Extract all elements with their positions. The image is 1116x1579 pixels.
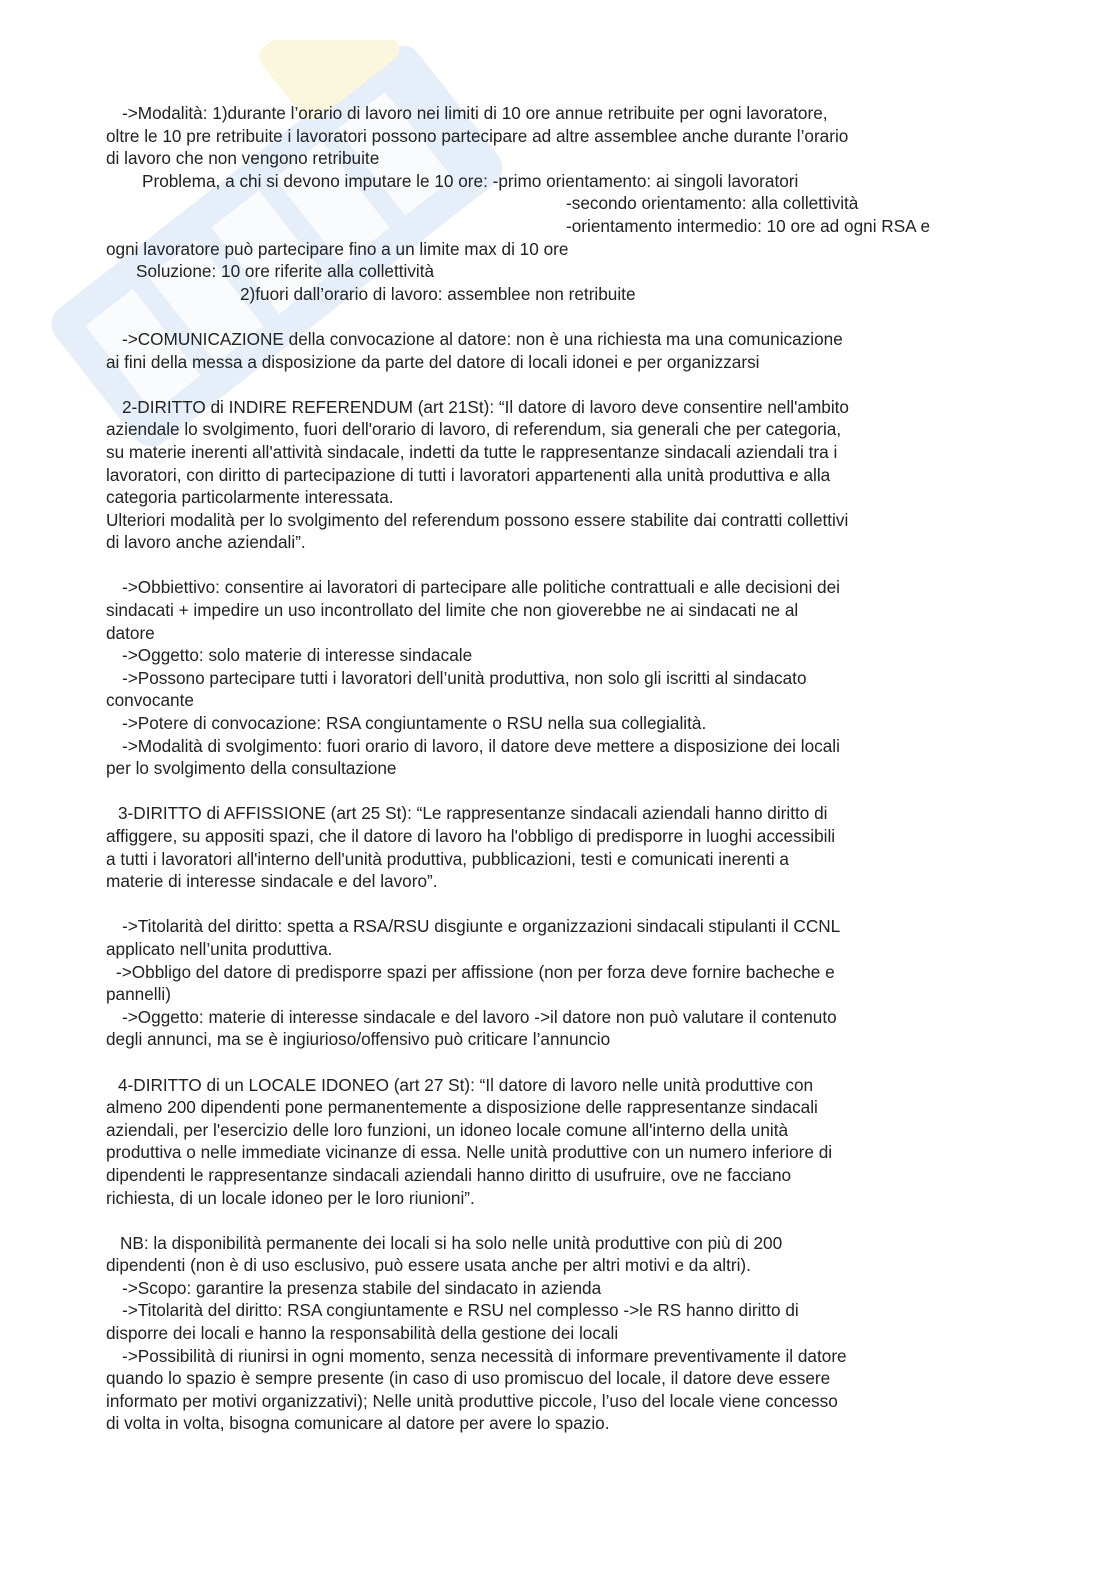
text-line: ogni lavoratore può partecipare fino a un limite max di 10 ore (106, 238, 569, 259)
text-line: categoria particolarmente interessata. (106, 487, 394, 508)
text-line: ->Oggetto: materie di interesse sindacale e del lavoro ->il datore non può valutare il contenuto (122, 1006, 837, 1027)
text-line: oltre le 10 pre retribuite i lavoratori possono partecipare ad altre assemblee anche durante l’orario (106, 125, 849, 146)
text-line: per lo svolgimento della consultazione (106, 758, 397, 779)
text-line: quando lo spazio è sempre presente (in caso di uso promiscuo del locale, il datore deve essere (106, 1368, 831, 1389)
text-line: ->COMUNICAZIONE della convocazione al datore: non è una richiesta ma una comunicazione (122, 328, 843, 349)
text-line: almeno 200 dipendenti pone permanentemente a disposizione delle rappresentanze sindacali (106, 1097, 818, 1118)
paragraph-gap (106, 780, 1016, 803)
text-line: Problema, a chi si devono imputare le 10 ore: -primo orientamento: ai singoli lavoratori (142, 170, 799, 191)
text-line: aziendali, per l'esercizio delle loro funzioni, un idoneo locale comune all'interno della unità (106, 1119, 789, 1140)
paragraph-gap (106, 305, 1016, 328)
section-heading-locale-idoneo: 4-DIRITTO di un LOCALE IDONEO (art 27 St): “Il datore di lavoro nelle unità produttive con (118, 1074, 814, 1095)
text-line: pannelli) (106, 984, 171, 1005)
text-line: ->Scopo: garantire la presenza stabile del sindacato in azienda (122, 1277, 602, 1298)
text-line: lavoratori, con diritto di partecipazione di tutti i lavoratori appartenenti alla unità produttiva e alla (106, 464, 831, 485)
text-line: convocante (106, 690, 194, 711)
section-heading-affissione: 3-DIRITTO di AFFISSIONE (art 25 St): “Le rappresentanze sindacali aziendali hanno diritto di (118, 803, 828, 824)
text-line: ->Obbiettivo: consentire ai lavoratori di partecipare alle politiche contrattuali e alle decisioni dei (122, 577, 840, 598)
paragraph-gap (106, 1051, 1016, 1074)
text-line: ->Oggetto: solo materie di interesse sindacale (122, 645, 473, 666)
text-line: produttiva o nelle immediate vicinanze di essa. Nelle unità produttive con un numero inferiore di (106, 1142, 833, 1163)
text-line: di lavoro che non vengono retribuite (106, 148, 380, 169)
text-line: ->Titolarità del diritto: RSA congiuntamente e RSU nel complesso ->le RS hanno diritto di (122, 1300, 799, 1321)
text-line: -secondo orientamento: alla collettività (566, 193, 859, 214)
text-line: ->Potere di convocazione: RSA congiuntamente o RSU nella sua collegialità. (122, 713, 707, 734)
text-line: NB: la disponibilità permanente dei locali si ha solo nelle unità produttive con più di 200 (120, 1232, 783, 1253)
text-line: richiesta, di un locale idoneo per le loro riunioni”. (106, 1187, 475, 1208)
text-line: dipendenti (non è di uso esclusivo, può essere usata anche per altri motivi e da altri). (106, 1255, 751, 1276)
text-line: -orientamento intermedio: 10 ore ad ogni RSA e (566, 215, 931, 236)
text-line: datore (106, 622, 155, 643)
text-line: a tutti i lavoratori all'interno dell'unità produttiva, pubblicazioni, testi e comunicati inerenti a (106, 848, 789, 869)
text-line: dipendenti le rappresentanze sindacali aziendali hanno diritto di usufruire, ove ne facciano (106, 1164, 792, 1185)
paragraph-gap (106, 373, 1016, 396)
text-line: ->Modalità: 1)durante l’orario di lavoro nei limiti di 10 ore annue retribuite per ogni lavoratore, (122, 103, 828, 123)
text-line: materie di interesse sindacale e del lavoro”. (106, 871, 438, 892)
text-line: di lavoro anche aziendali”. (106, 532, 306, 553)
text-line: applicato nell’unita produttiva. (106, 938, 333, 959)
text-line: ai fini della messa a disposizione da parte del datore di locali idonei e per organizzarsi (106, 351, 760, 372)
paragraph-gap (106, 554, 1016, 577)
text-line: aziendale lo svolgimento, fuori dell'orario di lavoro, di referendum, sia generali che per categoria, (106, 419, 842, 440)
text-line: ->Obbligo del datore di predisporre spazi per affissione (non per forza deve fornire bacheche e (116, 961, 835, 982)
paragraph-gap (106, 893, 1016, 916)
text-line: di volta in volta, bisogna comunicare al datore per avere lo spazio. (106, 1413, 610, 1434)
text-line: ->Titolarità del diritto: spetta a RSA/RSU disgiunte e organizzazioni sindacali stipulanti il CCNL (122, 916, 841, 937)
paragraph-gap (106, 1209, 1016, 1232)
text-line: ->Possono partecipare tutti i lavoratori dell’unità produttiva, non solo gli iscritti al sindacato (122, 667, 807, 688)
text-line: disporre dei locali e hanno la responsabilità della gestione dei locali (106, 1323, 619, 1344)
text-line: ->Modalità di svolgimento: fuori orario di lavoro, il datore deve mettere a disposizione dei locali (122, 735, 840, 756)
text-line: ->Possibilità di riunirsi in ogni momento, senza necessità di informare preventivamente il datore (122, 1345, 847, 1366)
text-line: sindacati + impedire un uso incontrollato del limite che non gioverebbe ne ai sindacati ne al (106, 600, 799, 621)
text-line: su materie inerenti all'attività sindacale, indetti da tutte le rappresentanze sindacali aziendali tra i (106, 441, 838, 462)
document-page (106, 102, 1016, 1435)
text-line: Ulteriori modalità per lo svolgimento del referendum possono essere stabilite dai contratti collettivi (106, 509, 849, 530)
text-line: affiggere, su appositi spazi, che il datore di lavoro ha l'obbligo di predisporre in luoghi accessibili (106, 826, 836, 846)
text-line: Soluzione: 10 ore riferite alla collettività (136, 261, 435, 282)
text-line: informato per motivi organizzativi); Nelle unità produttive piccole, l’uso del locale viene concesso (106, 1390, 838, 1411)
text-line: degli annunci, ma se è ingiurioso/offensivo può criticare l’annuncio (106, 1029, 611, 1050)
section-heading-referendum: 2-DIRITTO di INDIRE REFERENDUM (art 21St): “Il datore di lavoro deve consentire nell'ambito (122, 396, 849, 417)
text-line: 2)fuori dall’orario di lavoro: assemblee non retribuite (240, 283, 636, 304)
